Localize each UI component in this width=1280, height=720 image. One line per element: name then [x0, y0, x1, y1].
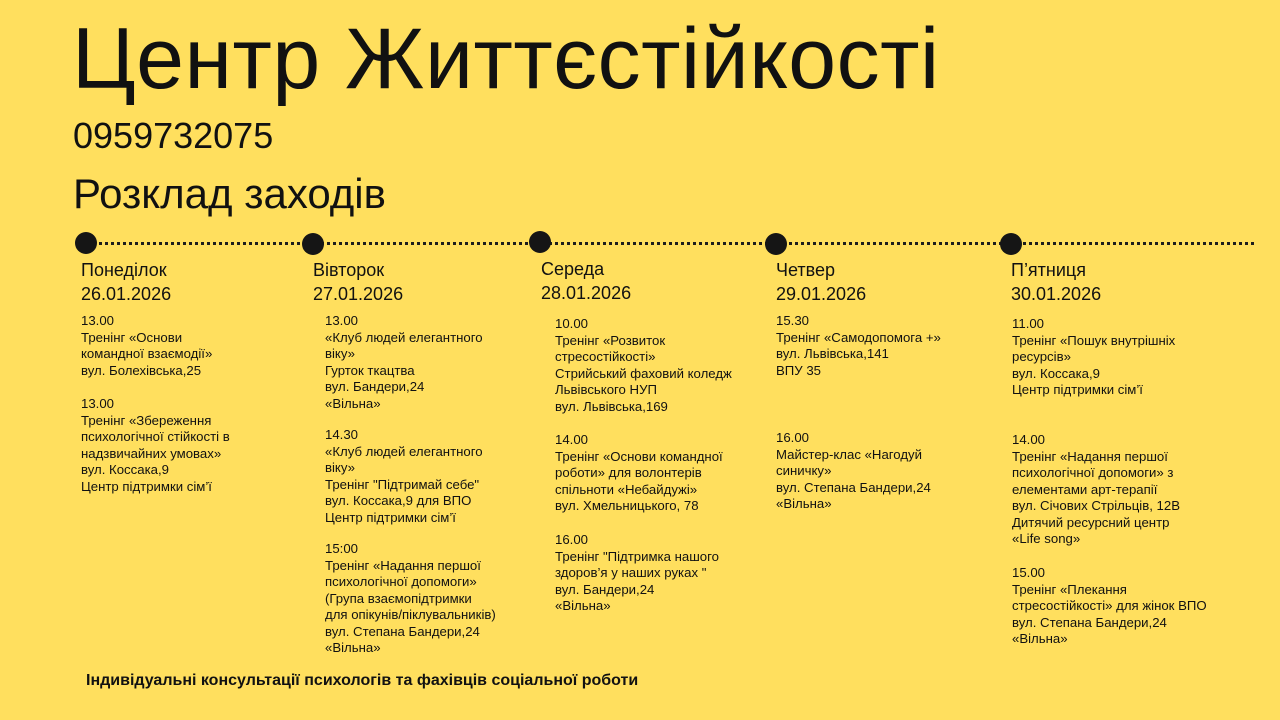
event-line: Тренінг «Основи командної — [555, 448, 723, 464]
event-line: ресурсів» — [1012, 349, 1071, 364]
wednesday-timeline-marker — [529, 231, 551, 253]
event-line: здоров’я у наших руках " — [555, 565, 707, 580]
thursday-heading — [776, 258, 866, 306]
event-line: для опікунів/піклувальників) — [325, 607, 496, 622]
monday-event-1 — [81, 313, 212, 379]
event-time: 13.00 — [81, 396, 115, 411]
event-line: «Вільна» — [555, 598, 611, 613]
event-line: «Клуб людей елегантного — [325, 329, 483, 345]
event-line: віку» — [325, 346, 355, 361]
consultations-footer: Індивідуальні консультації психологів та фахівців соціальної роботи — [86, 672, 639, 689]
day-date: 27.01.2026 — [313, 284, 404, 304]
day-date: 28.01.2026 — [541, 283, 632, 303]
event-line: Центр підтримки сім’ї — [325, 509, 456, 525]
event-time: 13.00 — [81, 313, 115, 328]
event-line: психологічної допомоги» з — [1012, 465, 1174, 480]
day-date: 29.01.2026 — [776, 284, 867, 304]
event-line: Тренінг "Підтримай себе" — [325, 476, 480, 492]
event-line: вул. Степана Бандери,24 — [325, 623, 480, 639]
event-line: психологічної стійкості в — [81, 429, 230, 444]
day-date: 30.01.2026 — [1011, 284, 1102, 304]
event-line: Майстер-клас «Нагодуй — [776, 446, 922, 462]
event-line: елементами арт-терапії — [1012, 481, 1158, 497]
event-line: вул. Коссака,9 — [81, 462, 169, 477]
event-time: 15:00 — [325, 541, 359, 556]
event-line: Дитячий ресурсний центр — [1012, 514, 1170, 530]
event-time: 14.00 — [555, 432, 589, 447]
day-name: Вівторок — [313, 260, 385, 280]
event-line: стресостійкості» — [555, 349, 656, 364]
event-line: вул. Степана Бандери,24 — [776, 479, 931, 495]
event-time: 14.30 — [325, 427, 359, 442]
event-line: вул. Бандери,24 — [555, 581, 655, 597]
event-line: «Клуб людей елегантного — [325, 443, 483, 459]
thursday-event-2 — [776, 430, 931, 513]
event-line: психологічної допомоги» — [325, 574, 477, 589]
event-line: вул. Львівська,141 — [776, 346, 889, 361]
event-line: Тренінг "Підтримка нашого — [555, 548, 719, 564]
wednesday-event-3 — [555, 532, 719, 615]
event-line: «Вільна» — [325, 395, 381, 411]
event-time: 16.00 — [555, 532, 589, 547]
event-time: 15.30 — [776, 313, 810, 328]
event-line: вул. Коссака,9 — [1012, 365, 1100, 381]
event-line: «Вільна» — [776, 496, 832, 511]
timeline-dotted-line — [86, 242, 1254, 245]
event-line: роботи» для волонтерів — [555, 465, 702, 480]
event-line: Тренінг «Розвиток — [555, 332, 666, 348]
tuesday-event-1 — [325, 313, 483, 412]
event-time: 16.00 — [776, 430, 810, 445]
event-line: Тренінг «Пошук внутрішніх — [1012, 332, 1176, 348]
page-title: Центр Життєстійкості — [72, 11, 940, 107]
event-line: вул. Степана Бандери,24 — [1012, 614, 1167, 630]
event-line: вул. Коссака,9 для ВПО — [325, 493, 472, 508]
event-time: 14.00 — [1012, 432, 1046, 447]
event-line: вул. Січових Стрільців, 12В — [1012, 498, 1181, 513]
event-line: стресостійкості» для жінок ВПО — [1012, 598, 1207, 613]
tuesday-event-3 — [325, 541, 496, 657]
event-line: спільноти «Небайдужі» — [555, 481, 698, 497]
tuesday-event-2 — [325, 427, 483, 526]
event-line: Львівського НУП — [555, 382, 657, 397]
thursday-event-1 — [776, 313, 941, 379]
friday-event-3 — [1012, 565, 1207, 648]
event-line: Тренінг «Самодопомога +» — [776, 329, 941, 345]
friday-heading — [1011, 258, 1101, 306]
day-name: Середа — [541, 259, 605, 279]
event-line: Гурток ткацтва — [325, 362, 415, 378]
event-line: вул. Львівська,169 — [555, 398, 668, 414]
wednesday-event-1 — [555, 316, 732, 415]
wednesday-event-2 — [555, 432, 723, 515]
monday-event-2 — [81, 396, 230, 495]
event-time: 11.00 — [1012, 316, 1045, 331]
event-line: вул. Болехівська,25 — [81, 362, 202, 378]
monday-timeline-marker — [75, 232, 97, 254]
event-line: Тренінг «Плекання — [1012, 581, 1127, 597]
event-line: надзвичайних умовах» — [81, 445, 222, 461]
day-name: Четвер — [776, 260, 836, 280]
event-time: 13.00 — [325, 313, 359, 328]
monday-heading — [81, 258, 171, 306]
event-time: 15.00 — [1012, 565, 1046, 580]
thursday-timeline-marker — [765, 233, 787, 255]
tuesday-heading — [313, 258, 403, 306]
wednesday-heading — [541, 257, 631, 305]
event-line: Центр підтримки сім’ї — [1012, 382, 1143, 397]
event-line: (Група взаємопідтримки — [325, 590, 472, 606]
phone-number: 0959732075 — [73, 115, 274, 156]
friday-timeline-marker — [1000, 233, 1022, 255]
event-line: вул. Бандери,24 — [325, 379, 425, 394]
day-date: 26.01.2026 — [81, 284, 172, 304]
event-line: «Вільна» — [1012, 631, 1068, 646]
tuesday-timeline-marker — [302, 233, 324, 255]
event-line: Тренінг «Основи — [81, 329, 183, 345]
friday-event-2 — [1012, 432, 1180, 548]
schedule-title: Розклад заходів — [73, 170, 386, 217]
event-line: Тренінг «Надання першої — [1012, 448, 1168, 464]
day-name: П’ятниця — [1011, 260, 1086, 280]
event-line: синичку» — [776, 463, 832, 478]
event-line: Центр підтримки сім’ї — [81, 478, 212, 494]
event-line: командної взаємодії» — [81, 346, 213, 361]
event-line: віку» — [325, 460, 355, 475]
event-line: ВПУ 35 — [776, 362, 821, 378]
event-line: вул. Хмельницького, 78 — [555, 498, 699, 513]
day-name: Понеділок — [81, 260, 167, 280]
event-time: 10.00 — [555, 316, 589, 331]
event-line: Тренінг «Збереження — [81, 412, 212, 428]
friday-event-1 — [1012, 316, 1175, 399]
event-line: Тренінг «Надання першої — [325, 557, 481, 573]
event-line: «Life song» — [1012, 531, 1081, 546]
event-line: «Вільна» — [325, 640, 381, 655]
event-line: Стрийський фаховий коледж — [555, 365, 732, 381]
